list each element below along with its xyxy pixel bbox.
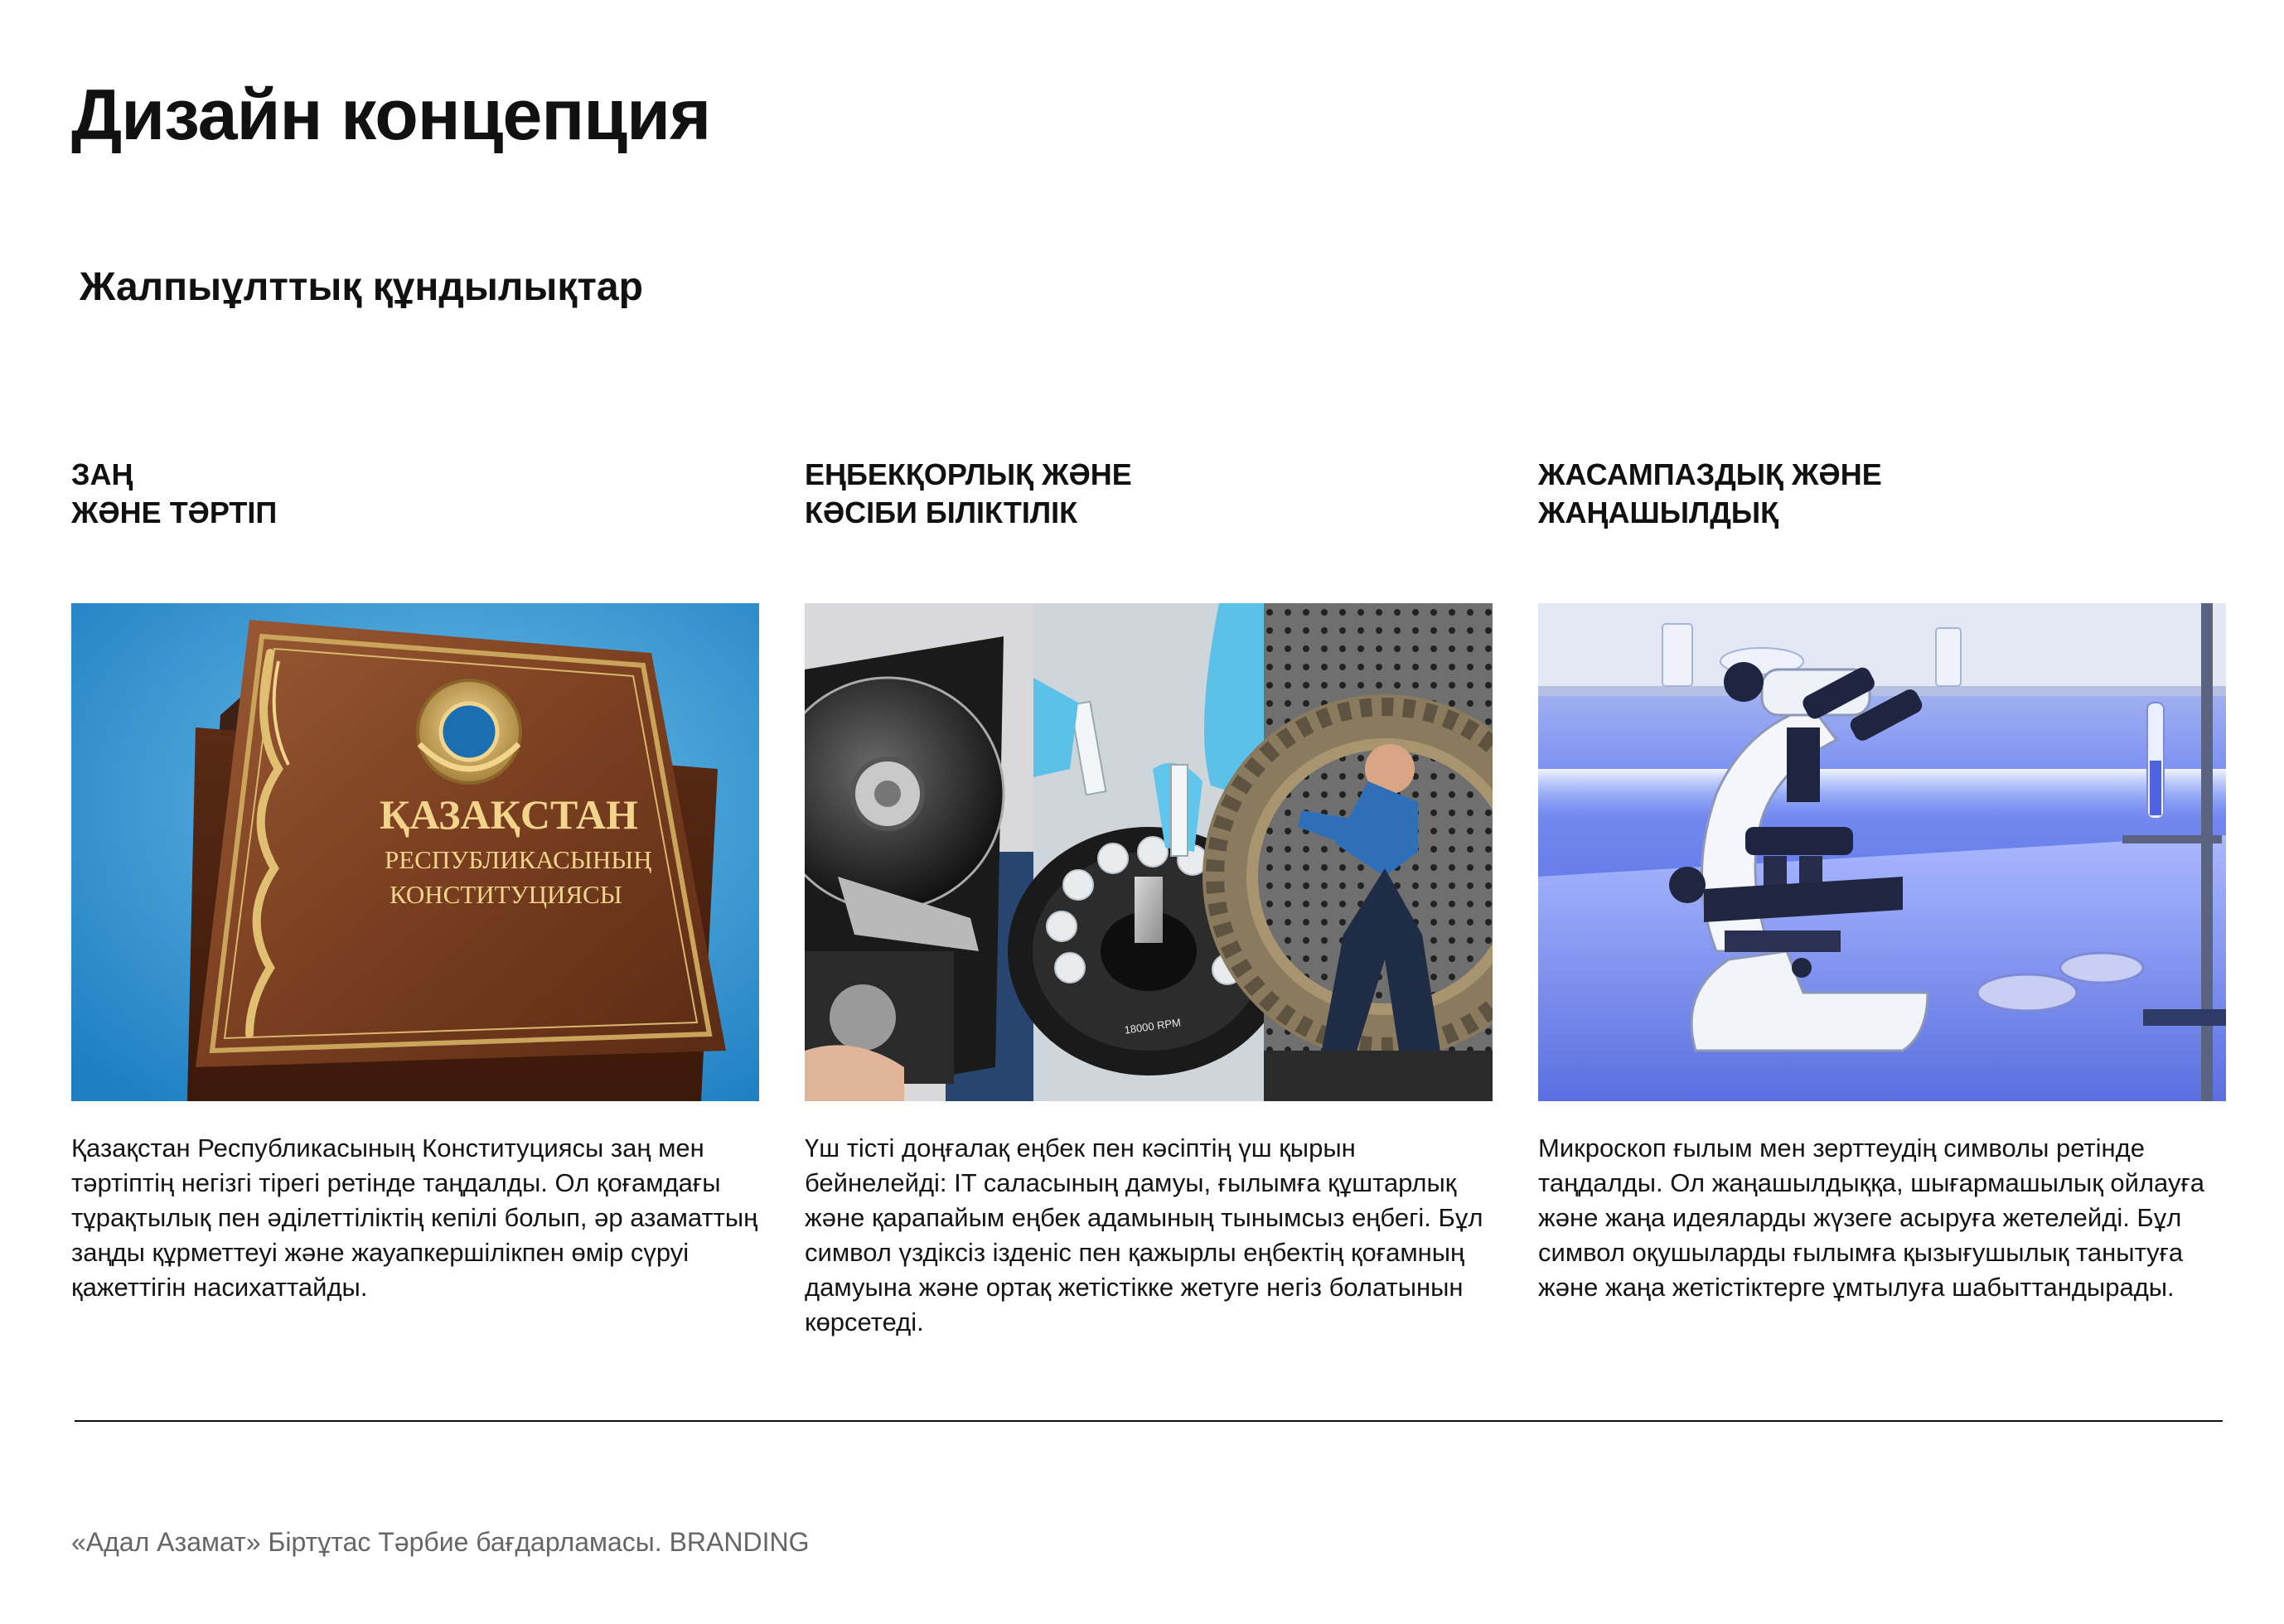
value-column-labor [805,456,1493,1340]
footer-text: «Адал Азамат» Біртұтас Тәрбие бағдарламасы. BRANDING [71,1527,810,1557]
three-gears-collage-image [805,603,1493,1101]
book-title-line1: ҚАЗАҚСТАН [380,791,638,838]
column-description: Үш тісті доңғалақ еңбек пен кәсіптің үш қырын бейнелейді: IT саласының дамуы, ғылымға құштарлық және қарапайым еңбек адамының тынымсыз еңбегі. Бұл символ үздіксіз ізденіс пен қажырлы еңбектің қоғамның дамуына және ортақ жетістікке жетуге негіз болатынын көрсетеді. [805,1133,1483,1336]
column-heading-line1: ЗАҢ [71,457,133,491]
column-heading-line2: ЖӘНЕ ТӘРТІП [71,495,278,529]
page-title: Дизайн концепция [71,75,711,155]
hard-drive-panel [805,603,1033,1101]
column-heading-line2: КӘСІБИ БІЛІКТІЛІК [805,495,1078,529]
book-title-line2: РЕСПУБЛИКАСЫНЫҢ [385,845,652,874]
column-heading [71,456,759,603]
section-title: Жалпыұлттық құндылықтар [80,265,643,309]
column-heading [1538,456,2226,603]
column-description: Микроскоп ғылым мен зерттеудің символы ретінде таңдалды. Ол жаңашылдыққа, шығармашылық ойлауға және жаңа идеяларды жүзеге асыруға жетелейді. Бұл символ оқушыларды ғылымға қызығушылық танытуға және жаңа жетістіктерге ұмтылуға шабыттандырады. [1538,1133,2205,1302]
value-column-innovation [1538,456,2226,1305]
footer-divider [75,1420,2223,1422]
column-heading-line2: ЖАҢАШЫЛДЫҚ [1538,495,1779,529]
column-heading-line1: ЕҢБЕКҚОРЛЫҚ ЖӘНЕ [805,457,1132,491]
column-description: Қазақстан Республикасының Конституциясы заң мен тәртіптің негізгі тірегі ретінде таңдалды. Ол қоғамдағы тұрақтылық пен әділеттіліктің кепілі болып, әр азаматтың заңды құрметтеуі және жауапкершілікпен өмір сүруі қажеттігін насихаттайды. [71,1133,758,1302]
value-column-law [71,456,759,1305]
book-title-line3: КОНСТИТУЦИЯСЫ [390,880,622,909]
microscope-lab-image [1538,603,2226,1101]
centrifuge-rpm-label: 18000 RPM [1123,1016,1182,1037]
column-heading-line1: ЖАСАМПАЗДЫҚ ЖӘНЕ [1538,457,1882,491]
column-heading [805,456,1493,603]
constitution-book-image [71,603,759,1101]
